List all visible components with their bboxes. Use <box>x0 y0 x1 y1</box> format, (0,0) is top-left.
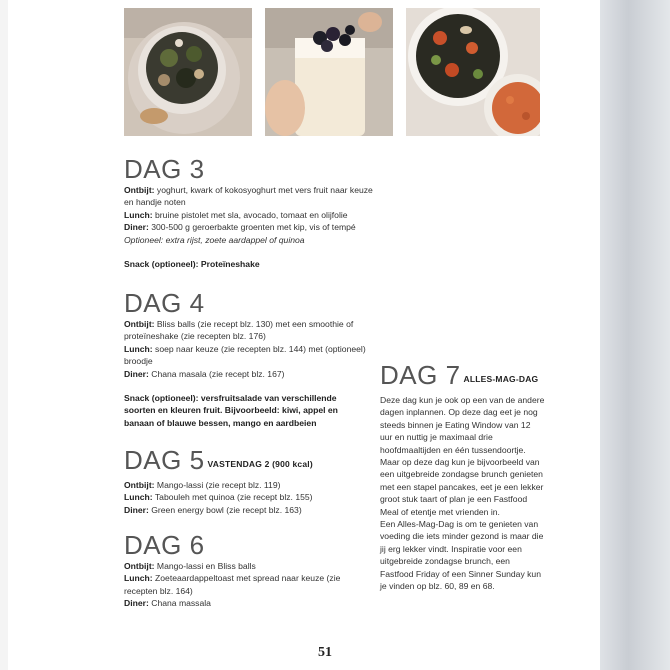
salad-bowl-icon <box>124 8 252 136</box>
lunch-text: soep naar keuze (zie recepten blz. 144) met (optioneel) broodje <box>124 343 366 367</box>
day-5-lunch <box>124 491 369 503</box>
yoghurt-glass-berries-photo <box>265 8 393 136</box>
day-6-breakfast <box>124 560 369 572</box>
day-7-title <box>380 362 545 392</box>
day-6-lunch <box>124 572 369 597</box>
stirfry-plate-photo <box>406 8 540 136</box>
day-3-title: DAG 3 <box>124 154 205 184</box>
snack-label: Snack (optioneel): <box>124 259 199 270</box>
day-3-section <box>124 156 374 270</box>
day-7-title-text: DAG 7 <box>380 360 461 390</box>
day-7-section <box>380 362 545 593</box>
day-5-section <box>124 447 369 516</box>
day-3-snack <box>124 258 374 270</box>
yoghurt-glass-icon <box>265 8 393 136</box>
dinner-text: Chana masala (zie recept blz. 167) <box>148 368 285 379</box>
dinner-text: 300-500 g geroerbakte groenten met kip, vis of tempé <box>148 222 356 233</box>
dinner-label: Diner: <box>124 598 149 609</box>
day-3-optional: Optioneel: extra rijst, zoete aardappel of quinoa <box>124 234 305 245</box>
snack-label: Snack (optioneel): <box>124 393 199 404</box>
dinner-text: Chana massala <box>148 598 211 609</box>
breakfast-label: Ontbijt: <box>124 480 155 490</box>
lunch-label: Lunch: <box>124 573 153 584</box>
day-7-subtitle: ALLES-MAG-DAG <box>463 374 539 384</box>
day-6-dinner <box>124 597 369 609</box>
lunch-text: bruine pistolet met sla, avocado, tomaat en olijfolie <box>152 209 348 220</box>
background-table <box>600 0 670 670</box>
snack-text: Proteïneshake <box>198 259 260 270</box>
page-number: 51 <box>318 645 332 660</box>
day-4-section <box>124 290 369 429</box>
breakfast-text: yoghurt, kwark of kokosyoghurt met vers fruit naar keuze en handje noten <box>124 185 373 208</box>
lunch-text: Zoeteaardappeltoast met spread naar keuze (zie recepten blz. 164) <box>124 573 341 596</box>
day-3-dinner <box>124 221 374 233</box>
dinner-label: Diner: <box>124 368 149 379</box>
day-5-dinner <box>124 504 369 516</box>
snack-text: versfruitsalade van verschillende soorten en kleuren fruit. Bijvoorbeeld: kiwi, appel en banaan of blauwe bessen, mango en aardbeien <box>124 393 338 428</box>
day-4-snack <box>124 392 369 429</box>
breakfast-text: Bliss balls (zie recept blz. 130) met een smoothie of proteïneshake (zie recepten blz. 176) <box>124 319 354 342</box>
day-4-title: DAG 4 <box>124 288 205 318</box>
day-5-breakfast <box>124 479 369 491</box>
lunch-label: Lunch: <box>124 492 153 503</box>
breakfast-text: Mango-lassi (zie recept blz. 119) <box>154 480 281 490</box>
day-6-section <box>124 532 369 610</box>
lunch-text: Tabouleh met quinoa (zie recept blz. 155) <box>152 492 313 503</box>
background-edge <box>0 0 8 670</box>
day-5-subtitle: VASTENDAG 2 (900 kcal) <box>207 459 313 469</box>
day-4-dinner <box>124 368 369 380</box>
day-3-lunch <box>124 209 374 221</box>
day-5-title <box>124 447 369 477</box>
day-4-breakfast <box>124 318 369 343</box>
dinner-label: Diner: <box>124 222 149 233</box>
day-7-paragraph-2: Een Alles-Mag-Dag is om te genieten van voeding die iets minder gezond is maar die jij erg lekker vindt. Inspiratie voor een uitgebreide zondagse brunch, een Fastfood Friday of een Sinner Sunday kun je vinden op blz. 60, 89 en 68. <box>380 519 544 592</box>
day-4-lunch <box>124 343 369 368</box>
day-5-title-text: DAG 5 <box>124 445 205 475</box>
day-7-paragraph-1: Deze dag kun je ook op een van de andere dagen inplannen. Op deze dag eet je nog steeds binnen je Eating Window van 12 uur en nuttig je maximaal drie hoofdmaaltijden en één tussendoortje. Maar op deze dag kun je bijvoorbeeld van een uitgebreide zondagse brunch genieten met een stapel pancakes, eet je een lekker groot stuk taart of plan je een Fastfood Meal of etentje met vrienden in. <box>380 395 545 517</box>
breakfast-label: Ontbijt: <box>124 561 155 571</box>
breakfast-text: Mango-lassi en Bliss balls <box>154 561 256 571</box>
lunch-label: Lunch: <box>124 343 153 354</box>
day-3-breakfast <box>124 184 374 209</box>
breakfast-label: Ontbijt: <box>124 185 155 195</box>
lunch-label: Lunch: <box>124 209 153 220</box>
salad-bowl-photo <box>124 8 252 136</box>
dinner-text: Green energy bowl (zie recept blz. 163) <box>148 504 302 515</box>
stirfry-plate-icon <box>406 8 540 136</box>
day-6-title: DAG 6 <box>124 530 205 560</box>
breakfast-label: Ontbijt: <box>124 319 155 329</box>
dinner-label: Diner: <box>124 504 149 515</box>
